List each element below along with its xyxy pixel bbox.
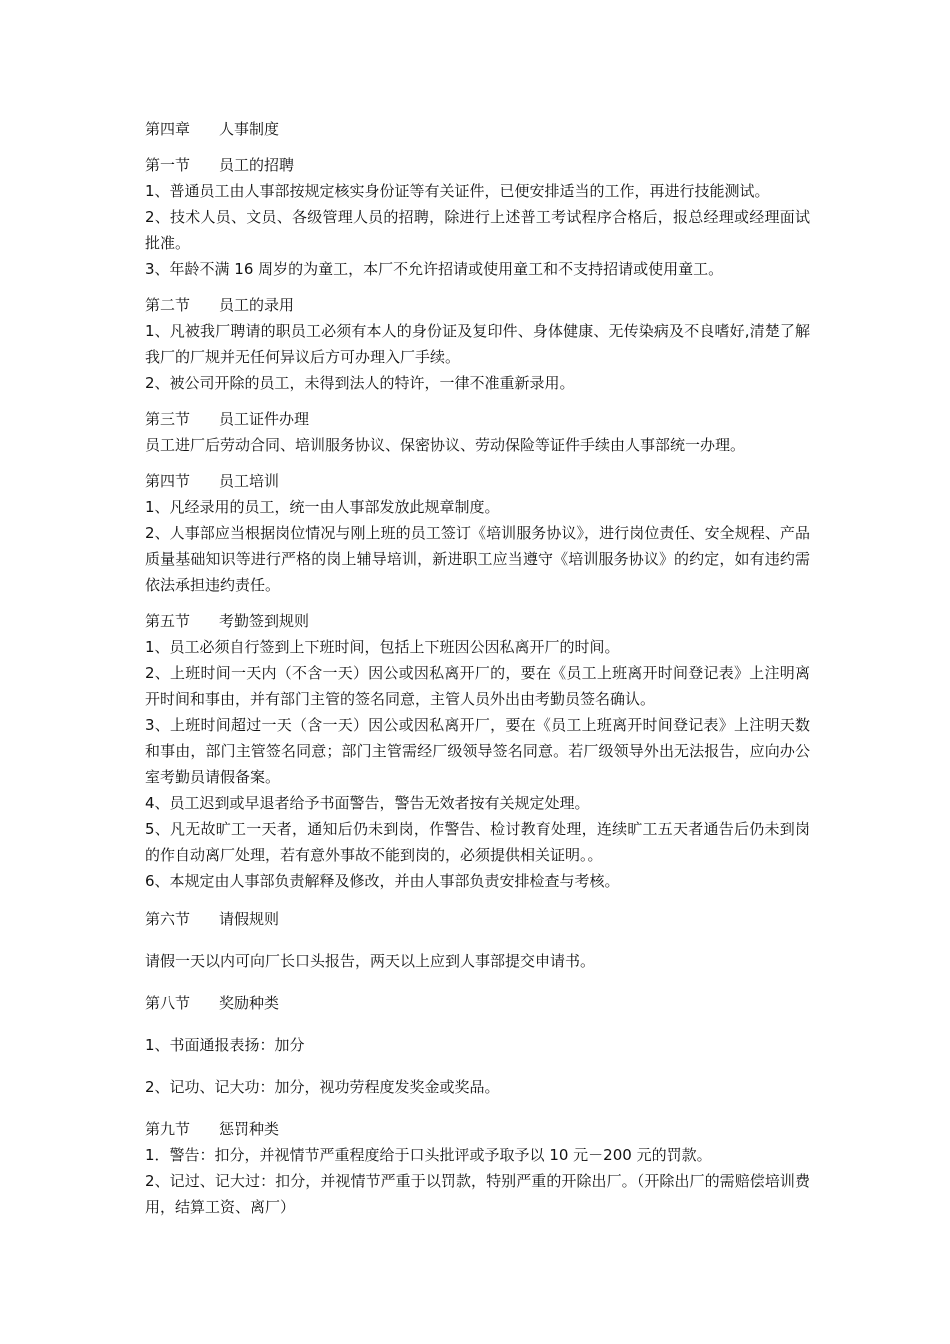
section-number: 第二节 bbox=[145, 296, 191, 314]
section-number: 第九节 bbox=[145, 1120, 191, 1138]
section-title: 员工的招聘 bbox=[219, 156, 295, 174]
paragraph: 2、记过、记大过：扣分，并视情节严重于以罚款，特别严重的开除出厂。（开除出厂的需赔偿培训费用，结算工资、离厂） bbox=[145, 1172, 810, 1216]
section-title: 惩罚种类 bbox=[219, 1120, 280, 1138]
section-title: 员工的录用 bbox=[219, 296, 295, 314]
section-heading bbox=[145, 608, 810, 634]
paragraph: 3、上班时间超过一天（含一天）因公或因私离开厂，要在《员工上班离开时间登记表》上注明天数和事由，部门主管签名同意；部门主管需经厂级领导签名同意。若厂级领导外出无法报告，应向办公室考勤员请假备案。 bbox=[145, 716, 810, 786]
paragraph: 1、凡经录用的员工，统一由人事部发放此规章制度。 bbox=[145, 498, 500, 516]
paragraph: 1、普通员工由人事部按规定核实身份证等有关证件，已便安排适当的工作，再进行技能测试。 bbox=[145, 182, 770, 200]
section-title: 考勤签到规则 bbox=[219, 612, 310, 630]
chapter-number: 第四章 bbox=[145, 120, 191, 138]
section-number: 第六节 bbox=[145, 910, 191, 928]
section-number: 第五节 bbox=[145, 612, 191, 630]
section-heading bbox=[145, 906, 810, 932]
section-heading bbox=[145, 990, 810, 1016]
paragraph: 6、本规定由人事部负责解释及修改，并由人事部负责安排检查与考核。 bbox=[145, 872, 620, 890]
chapter-heading bbox=[145, 116, 810, 142]
paragraph: 2、上班时间一天内（不含一天）因公或因私离开厂的，要在《员工上班离开时间登记表》上注明离开时间和事由，并有部门主管的签名同意，主管人员外出由考勤员签名确认。 bbox=[145, 664, 810, 708]
paragraph: 1、凡被我厂聘请的职员工必须有本人的身份证及复印件、身体健康、无传染病及不良嗜好,清楚了解我厂的厂规并无任何异议后方可办理入厂手续。 bbox=[145, 322, 810, 366]
section-heading bbox=[145, 468, 810, 494]
paragraph: 1．警告：扣分，并视情节严重程度给于口头批评或予取予以 10 元－200 元的罚款。 bbox=[145, 1146, 712, 1164]
paragraph: 5、凡无故旷工一天者，通知后仍未到岗，作警告、检讨教育处理，连续旷工五天者通告后仍未到岗的作自动离厂处理，若有意外事故不能到岗的，必须提供相关证明。。 bbox=[145, 820, 810, 864]
paragraph: 请假一天以内可向厂长口头报告，两天以上应到人事部提交申请书。 bbox=[145, 952, 596, 970]
section-number: 第四节 bbox=[145, 472, 191, 490]
section-title: 奖励种类 bbox=[219, 994, 280, 1012]
section-heading bbox=[145, 406, 810, 432]
section-heading bbox=[145, 292, 810, 318]
section-title: 请假规则 bbox=[219, 910, 280, 928]
section-title: 员工证件办理 bbox=[219, 410, 310, 428]
section-heading bbox=[145, 1116, 810, 1142]
section-heading bbox=[145, 152, 810, 178]
paragraph: 4、员工迟到或早退者给予书面警告，警告无效者按有关规定处理。 bbox=[145, 794, 590, 812]
chapter-title: 人事制度 bbox=[219, 120, 280, 138]
section-number: 第一节 bbox=[145, 156, 191, 174]
section-number: 第八节 bbox=[145, 994, 191, 1012]
section-number: 第三节 bbox=[145, 410, 191, 428]
paragraph: 员工进厂后劳动合同、培训服务协议、保密协议、劳动保险等证件手续由人事部统一办理。 bbox=[145, 436, 746, 454]
paragraph: 2、被公司开除的员工，未得到法人的特许，一律不准重新录用。 bbox=[145, 374, 575, 392]
section-title: 员工培训 bbox=[219, 472, 280, 490]
paragraph: 1、书面通报表扬：加分 bbox=[145, 1036, 305, 1054]
paragraph: 2、技术人员、文员、各级管理人员的招聘，除进行上述普工考试程序合格后，报总经理或经理面试批准。 bbox=[145, 208, 810, 252]
document-page bbox=[145, 116, 810, 1220]
paragraph: 3、年龄不满 16 周岁的为童工，本厂不允许招请或使用童工和不支持招请或使用童工。 bbox=[145, 260, 724, 278]
paragraph: 2、人事部应当根据岗位情况与刚上班的员工签订《培训服务协议》，进行岗位责任、安全规程、产品质量基础知识等进行严格的岗上辅导培训，新进职工应当遵守《培训服务协议》的约定，如有违约需依法承担违约责任。 bbox=[145, 524, 810, 594]
paragraph: 1、员工必须自行签到上下班时间，包括上下班因公因私离开厂的时间。 bbox=[145, 638, 620, 656]
paragraph: 2、记功、记大功：加分，视功劳程度发奖金或奖品。 bbox=[145, 1078, 500, 1096]
